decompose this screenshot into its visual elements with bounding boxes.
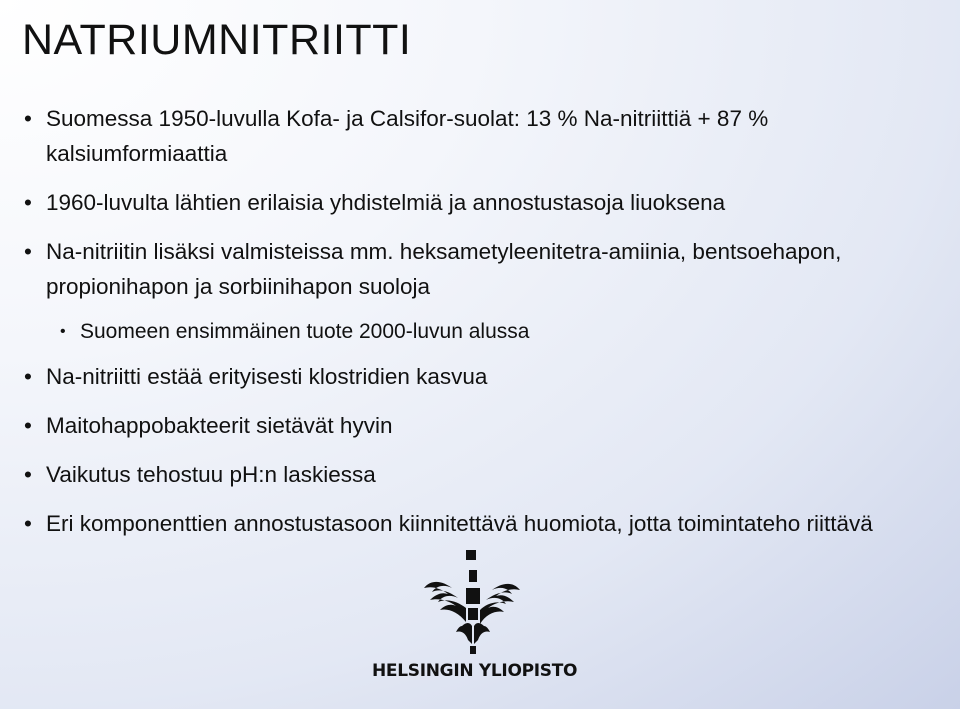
slide-title: NATRIUMNITRIITTI: [22, 16, 412, 64]
bullet-item: • Maitohappobakteerit sietävät hyvin: [22, 408, 922, 443]
sub-bullet-item: • Suomeen ensimmäinen tuote 2000-luvun alussa: [56, 314, 922, 349]
bullet-item: • Eri komponenttien annostustasoon kiinnitettävä huomiota, jotta toimintateho riittävä: [22, 506, 922, 541]
logo-text: HELSINGIN YLIOPISTO: [372, 661, 578, 681]
flame-cross-logo-icon: [422, 548, 522, 658]
bullet-item: • Suomessa 1950-luvulla Kofa- ja Calsifor-suolat: 13 % Na-nitriittiä + 87 % kalsiumformiaattia: [22, 101, 922, 171]
bullet-item: • Na-nitriitti estää erityisesti klostridien kasvua: [22, 359, 922, 394]
bullet-item: • Na-nitriitin lisäksi valmisteissa mm. heksametyleenitetra-amiinia, bentsoehapon, propionihapon ja sorbiinihapon suoloja: [22, 234, 922, 304]
bullet-list: [22, 101, 922, 555]
bullet-item: • 1960-luvulta lähtien erilaisia yhdistelmiä ja annostustasoja liuoksena: [22, 185, 922, 220]
bullet-item: • Vaikutus tehostuu pH:n laskiessa: [22, 457, 922, 492]
university-logo: [372, 548, 578, 688]
